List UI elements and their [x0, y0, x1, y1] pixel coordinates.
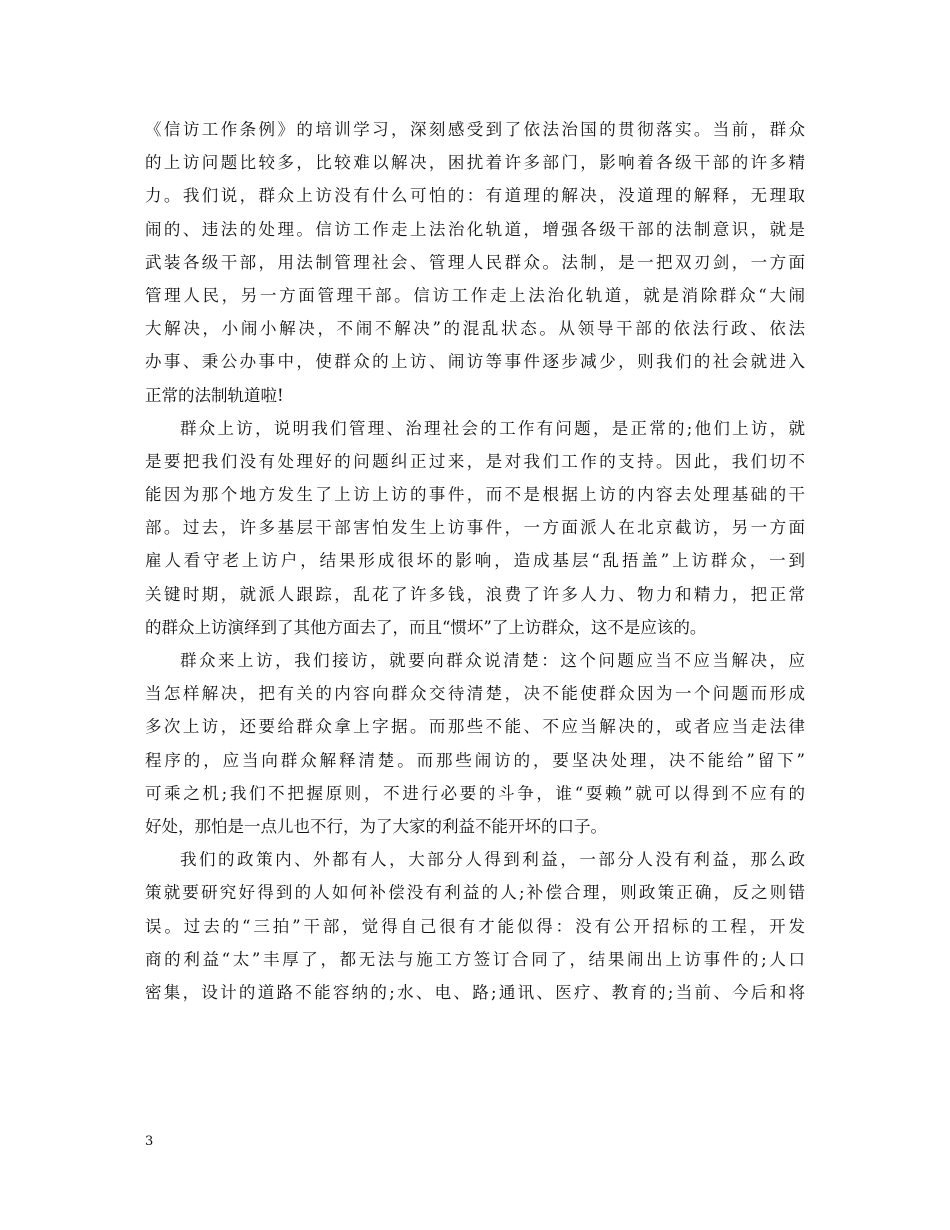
text-line: 《信访工作条例》的培训学习，深刻感受到了依法治国的贯彻落实。当前，群众 — [145, 120, 805, 139]
text-line: 程序的，应当向群众解释清楚。而那些闹访的，要坚决处理，决不能给”留下” — [145, 750, 805, 770]
text-line: 的上访问题比较多，比较难以解决，困扰着许多部门，影响着各级干部的许多精 — [145, 153, 805, 173]
paragraph-1 — [145, 113, 805, 412]
text-line: 武装各级干部，用法制管理社会、管理人民群众。法制，是一把双刃剑，一方面 — [145, 252, 805, 272]
text-line: 雇人看守老上访户，结果形成很坏的影响，造成基层“乱捂盖”上访群众，一到 — [145, 551, 805, 571]
text-line: 群众来上访，我们接访，就要向群众说清楚：这个问题应当不应当解决，应 — [180, 651, 805, 670]
text-line: 好处，那怕是一点儿也不行，为了大家的利益不能开坏的口子。 — [145, 816, 607, 836]
paragraph-2 — [145, 412, 805, 644]
text-line: 能因为那个地方发生了上访上访的事件，而不是根据上访的内容去处理基础的干 — [145, 485, 805, 505]
text-line: 办事、秉公办事中，使群众的上访、闹访等事件逐步减少，则我们的社会就进入 — [145, 352, 805, 372]
text-line: 部。过去，许多基层干部害怕发生上访事件，一方面派人在北京截访，另一方面 — [145, 518, 805, 538]
text-line: 力。我们说，群众上访没有什么可怕的：有道理的解决，没道理的解释，无理取 — [145, 186, 805, 206]
paragraph-4 — [145, 843, 805, 1009]
text-line: 当怎样解决，把有关的内容向群众交待清楚，决不能使群众因为一个问题而形成 — [145, 684, 805, 704]
text-line: 可乘之机;我们不把握原则，不进行必要的斗争，谁“耍赖”就可以得到不应有的 — [145, 783, 805, 803]
text-line: 的群众上访演绎到了其他方面去了，而且“惯坏”了上访群众，这不是应该的。 — [145, 617, 707, 637]
text-line: 大解决，小闹小解决，不闹不解决”的混乱状态。从领导干部的依法行政、依法 — [145, 319, 805, 339]
text-line: 误。过去的“三拍”干部，觉得自己很有才能似得：没有公开招标的工程，开发 — [145, 916, 805, 936]
document-body — [145, 113, 805, 1009]
text-line: 闹的、违法的处理。信访工作走上法治化轨道，增强各级干部的法制意识，就是 — [145, 219, 805, 239]
text-line: 多次上访，还要给群众拿上字据。而那些不能、不应当解决的，或者应当走法律 — [145, 717, 805, 737]
text-line: 商的利益“太”丰厚了，都无法与施工方签订合同了，结果闹出上访事件的;人口 — [145, 949, 805, 969]
text-line: 群众上访，说明我们管理、治理社会的工作有问题，是正常的;他们上访，就 — [180, 418, 805, 438]
text-line: 管理人民，另一方面管理干部。信访工作走上法治化轨道，就是消除群众“大闹 — [145, 285, 805, 305]
paragraph-3 — [145, 644, 805, 843]
page-number: 3 — [145, 1134, 154, 1149]
text-line: 正常的法制轨道啦! — [145, 385, 284, 405]
text-line: 是要把我们没有处理好的问题纠正过来，是对我们工作的支持。因此，我们切不 — [145, 451, 805, 471]
text-line: 我们的政策内、外都有人，大部分人得到利益，一部分人没有利益，那么政 — [180, 850, 805, 870]
text-line: 关键时期，就派人跟踪，乱花了许多钱，浪费了许多人力、物力和精力，把正常 — [145, 584, 805, 604]
text-line: 密集，设计的道路不能容纳的;水、电、路;通讯、医疗、教育的;当前、今后和将 — [145, 982, 805, 1002]
text-line: 策就要研究好得到的人如何补偿没有利益的人;补偿合理，则政策正确，反之则错 — [145, 883, 805, 903]
